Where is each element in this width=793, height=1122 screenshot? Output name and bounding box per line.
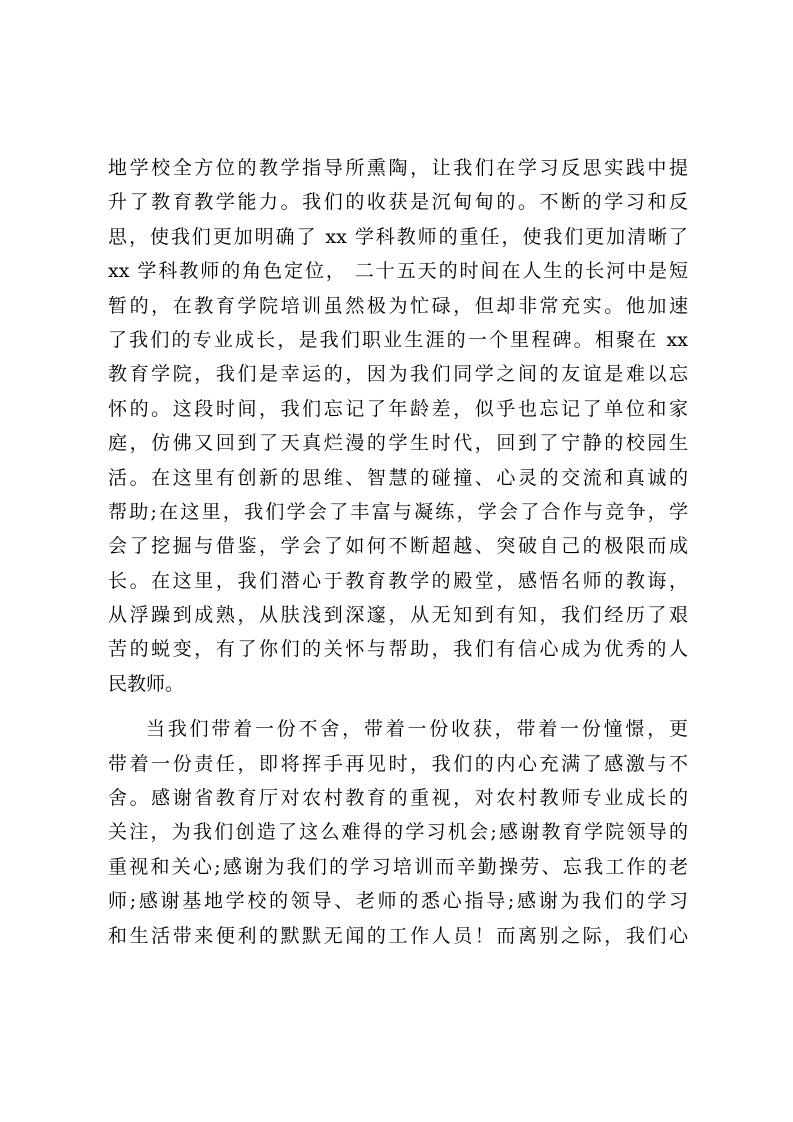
text-line: 关注，为我们创造了这么难得的学习机会;感谢教育学院领导的 [108, 821, 688, 844]
text-line: 会了挖掘与借鉴，学会了如何不断超越、突破自己的极限而成 [108, 535, 688, 558]
text-line: 思，使我们更加明确了 xx 学科教师的重任，使我们更加清晰了 [108, 225, 688, 248]
text-line: 教育学院，我们是幸运的，因为我们同学之间的友谊是难以忘 [108, 363, 688, 386]
text-line: 当我们带着一份不舍，带着一份收获，带着一份憧憬，更 [146, 718, 688, 741]
text-line: 长。在这里，我们潜心于教育教学的殿堂，感悟名师的教诲， [108, 569, 688, 592]
text-line: 地学校全方位的教学指导所熏陶，让我们在学习反思实践中提 [108, 157, 688, 179]
text-line: 师;感谢基地学校的领导、老师的悉心指导;感谢为我们的学习 [108, 890, 688, 913]
text-line: 舍。感谢省教育厅对农村教育的重视，对农村教师专业成长的 [108, 787, 688, 810]
text-line: 从浮躁到成熟，从肤浅到深邃，从无知到有知，我们经历了艰 [108, 604, 688, 627]
text-line: xx 学科教师的角色定位， 二十五天的时间在人生的长河中是短 [108, 260, 688, 283]
text-line: 帮助;在这里，我们学会了丰富与凝练，学会了合作与竞争，学 [108, 500, 688, 523]
document-body [108, 151, 688, 953]
text-line: 和生活带来便利的默默无闻的工作人员！而离别之际，我们心 [108, 924, 688, 947]
text-line: 重视和关心;感谢为我们的学习培训而辛勤操劳、忘我工作的老 [108, 855, 688, 878]
text-line: 庭，仿佛又回到了天真烂漫的学生时代，回到了宁静的校园生 [108, 432, 688, 455]
text-line: 暂的，在教育学院培训虽然极为忙碌，但却非常充实。他加速 [108, 294, 688, 317]
paragraph-spacer [108, 701, 688, 712]
text-line: 苦的蜕变，有了你们的关怀与帮助，我们有信心成为优秀的人 [108, 638, 688, 661]
paragraph-1 [108, 151, 688, 701]
text-line: 怀的。这段时间，我们忘记了年龄差，似乎也忘记了单位和家 [108, 397, 688, 420]
text-line: 带着一份责任，即将挥手再见时，我们的内心充满了感激与不 [108, 752, 688, 775]
paragraph-2 [108, 712, 688, 953]
text-line: 民教师。 [108, 672, 185, 695]
text-line: 了我们的专业成长，是我们职业生涯的一个里程碑。相聚在 xx [108, 328, 688, 351]
text-line: 升了教育教学能力。我们的收获是沉甸甸的。不断的学习和反 [108, 191, 688, 214]
text-line: 活。在这里有创新的思维、智慧的碰撞、心灵的交流和真诚的 [108, 466, 688, 489]
